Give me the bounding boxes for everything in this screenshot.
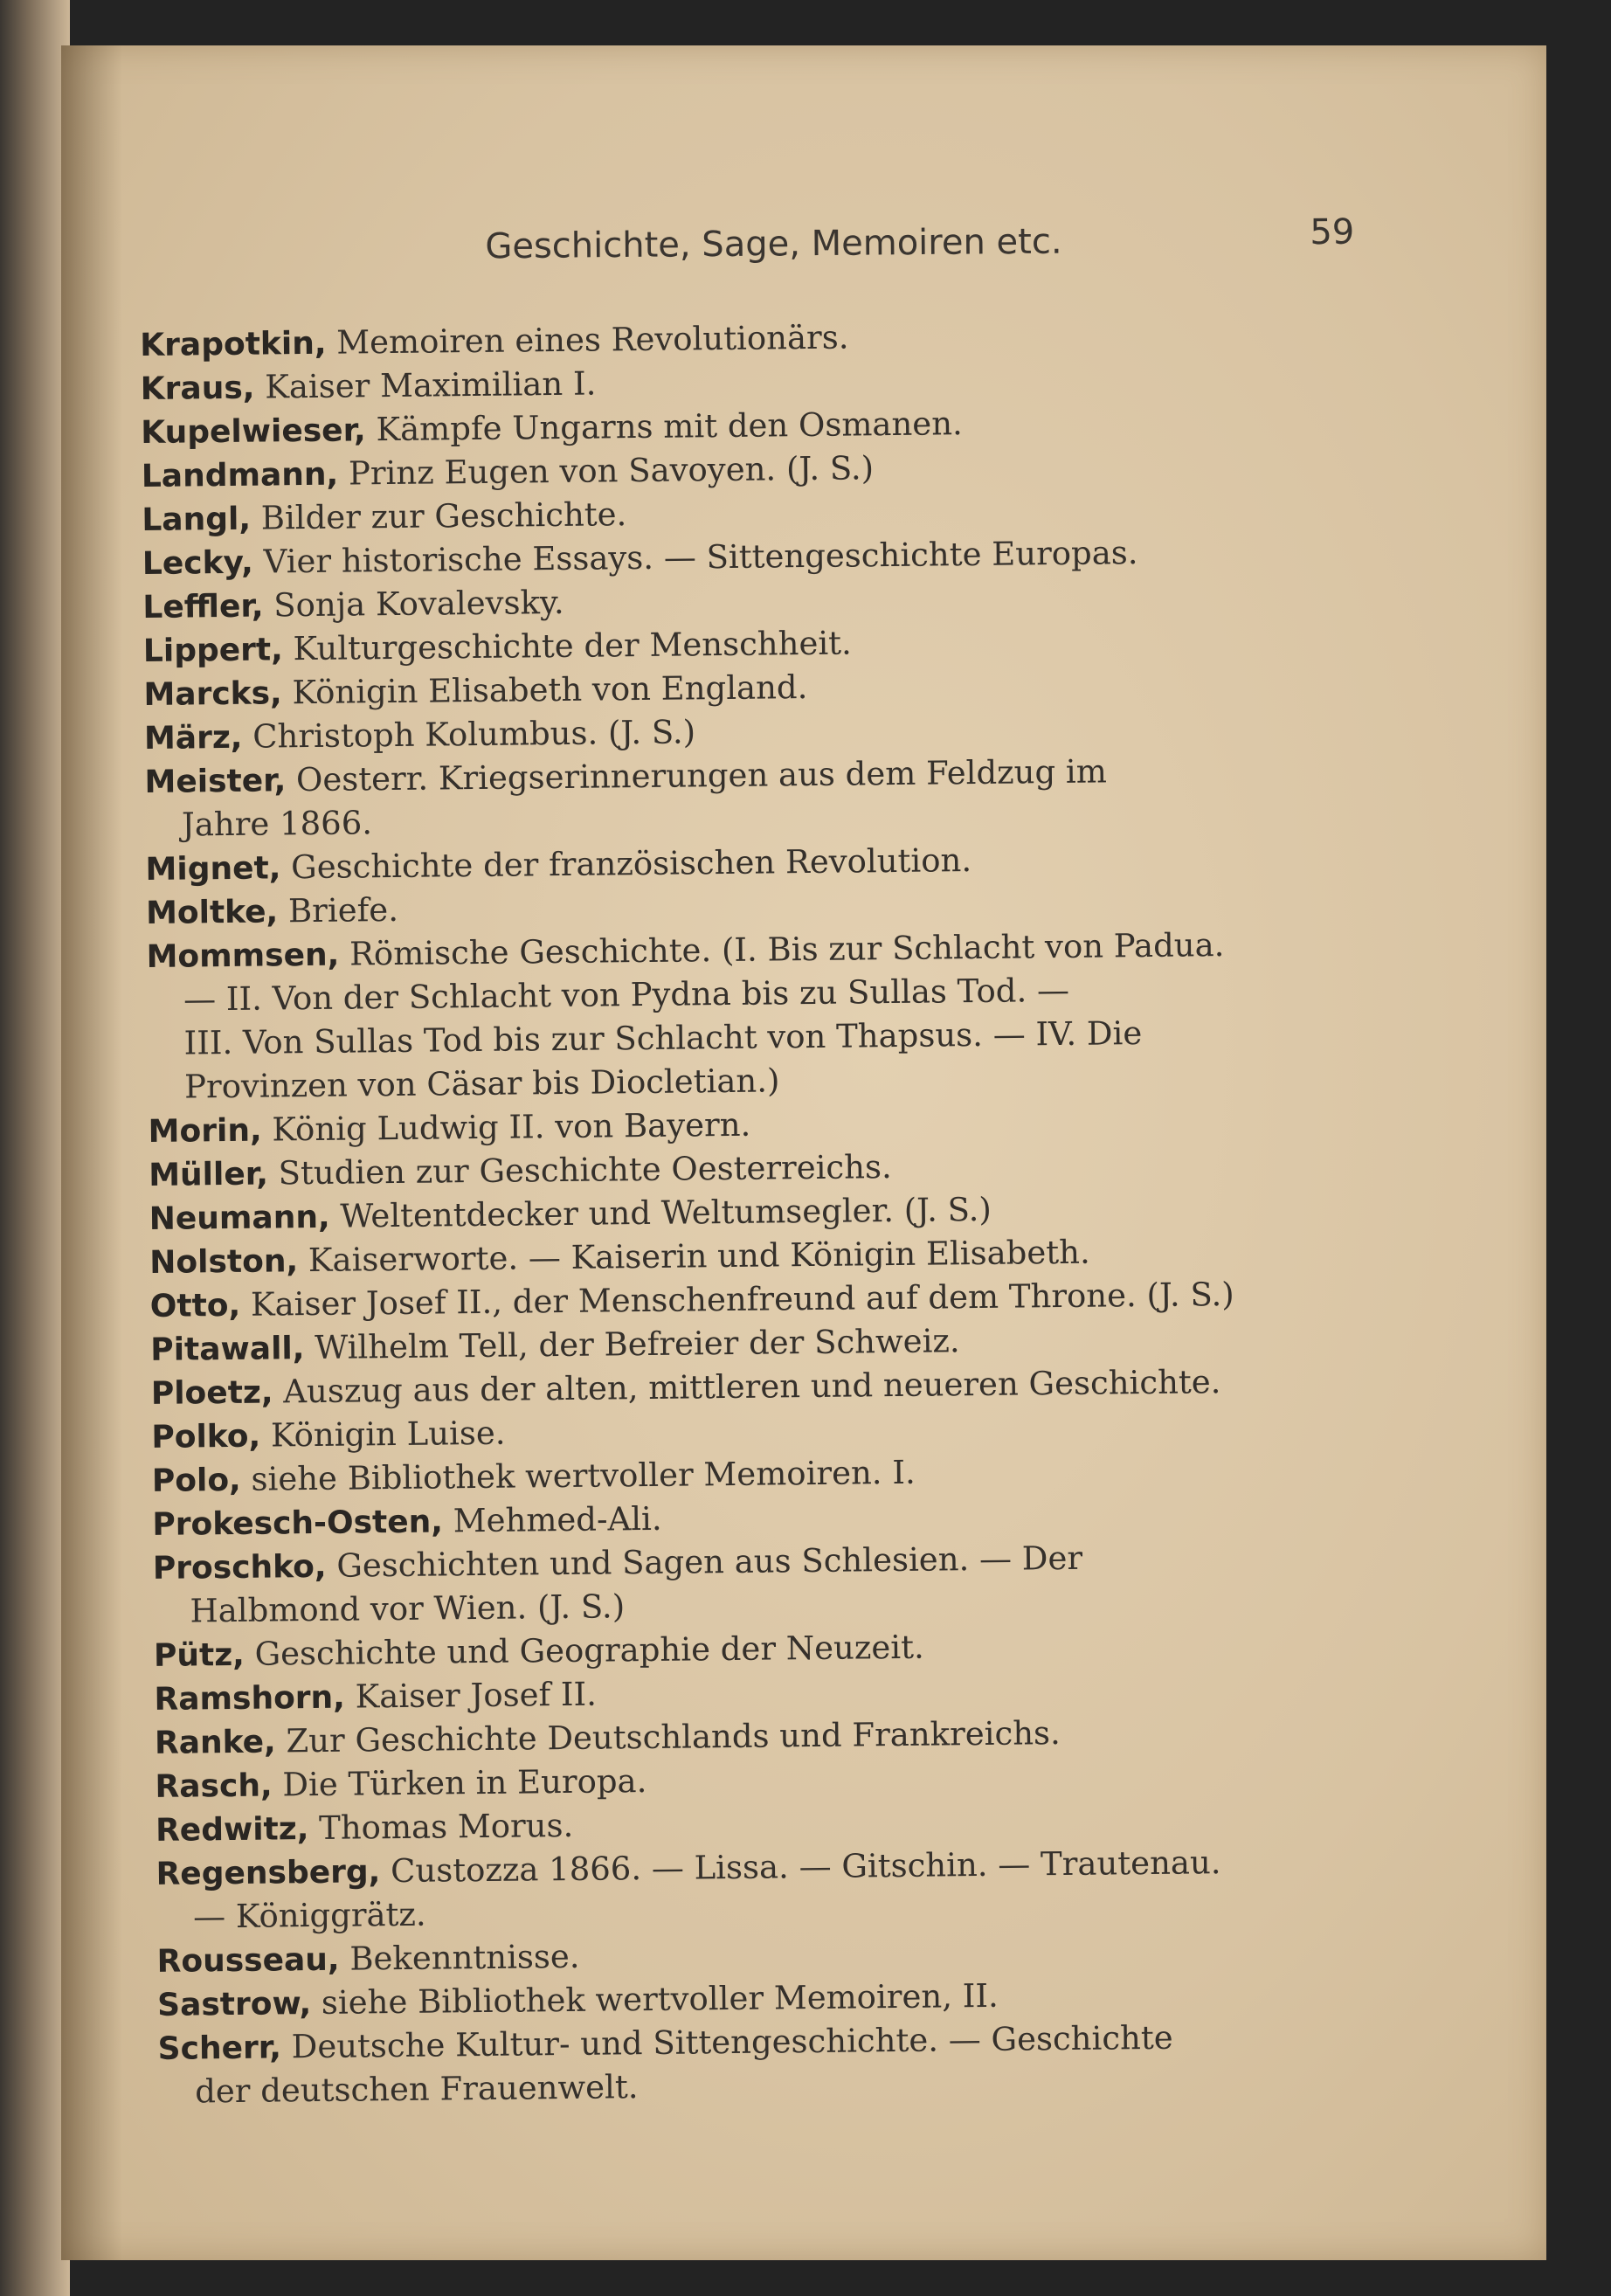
entry-title: der deutschen Frauenwelt. [194,2068,639,2111]
book-binding [0,0,70,2296]
entry-title: Königin Luise. [270,1414,506,1455]
entry-title: Zur Geschichte Deutschlands und Frankreichs. [286,1714,1061,1760]
entry-title: Kaiserworte. — Kaiserin und Königin Elisabeth. [308,1233,1090,1280]
book-page [61,45,1546,2260]
entry-title: Christoph Kolumbus. (J. S.) [252,713,696,756]
entry-author: Krapotkin, [140,325,327,363]
bibliography-entry [146,922,1371,1110]
bibliography-entry [153,1533,1377,1634]
entry-author: Kupelwieser, [141,412,366,451]
entry-title: Kulturgeschichte der Menschheit. [293,624,853,668]
entry-title: Prinz Eugen von Savoyen. (J. S.) [348,449,875,493]
bibliography-entry [157,2014,1381,2114]
entry-title: Weltentdecker und Weltumsegler. (J. S.) [340,1190,992,1235]
entry-author: Lecky, [142,544,254,582]
entry-title: Geschichte der französischen Revolution. [290,841,972,887]
entry-title: Römische Geschichte. (I. Bis zur Schlacht von Padua. [349,926,1225,973]
page-gutter-shadow [61,45,122,2260]
entry-title: König Ludwig II. von Bayern. [272,1105,751,1149]
entry-author: Leffler, [142,588,264,626]
entry-author: Kraus, [140,370,255,407]
running-title: Geschichte, Sage, Memoiren etc. [485,221,1062,267]
entry-title: Studien zur Geschichte Oesterreichs. [278,1148,892,1193]
entry-title: siehe Bibliothek wertvoller Memoiren, II. [321,1976,999,2022]
entry-title: Geschichten und Sagen aus Schlesien. — Der [336,1539,1083,1585]
entry-title: Kämpfe Ungarns mit den Osmanen. [376,405,964,449]
entry-title: Briefe. [287,890,399,930]
entry-title: Oesterr. Kriegserinnerungen aus dem Feldzug im [295,752,1108,799]
entry-title: Jahre 1866. [181,804,373,844]
entry-title: Königin Elisabeth von England. [292,668,808,712]
entry-title: Custozza 1866. — Lissa. — Gitschin. — Trautenau. [390,1843,1221,1891]
entry-title: Mehmed-Ali. [453,1499,662,1540]
entry-title: — Königgrätz. [192,1895,426,1936]
entry-author: Mignet, [145,850,281,888]
entry-author: Moltke, [145,894,279,931]
entry-author: Nolston, [149,1243,299,1281]
entry-title: Geschichte und Geographie der Neuzeit. [254,1628,924,1673]
entry-title: Deutsche Kultur- und Sittengeschichte. — Geschichte [291,2018,1173,2066]
entry-author: Landmann, [141,456,339,494]
entry-author: Neumann, [149,1199,330,1237]
entry-title: Wilhelm Tell, der Befreier der Schweiz. [314,1322,960,1366]
entry-author: Müller, [149,1156,269,1193]
entry-title: — II. Von der Schlacht von Pydna bis zu Sullas Tod. — [183,971,1070,1019]
entry-author: Polo, [151,1462,241,1499]
entry-title: Bekenntnisse. [349,1937,580,1978]
entry-author: Polko, [151,1418,261,1456]
entry-author: Meister, [144,763,287,800]
entry-title: Kaiser Maximilian I. [265,364,597,406]
entry-author: Pütz, [153,1636,245,1674]
entry-author: Regensberg, [156,1854,381,1892]
entry-author: Morin, [148,1112,262,1150]
entry-author: Scherr, [157,2030,282,2067]
entry-author: März, [143,719,243,757]
running-head [419,203,1372,273]
entry-title: Bilder zur Geschichte. [260,495,627,537]
entry-author: Redwitz, [155,1811,309,1849]
entry-author: Pitawall, [150,1331,305,1368]
entry-author: Prokesch-Osten, [152,1504,444,1543]
entry-author: Otto, [149,1287,241,1324]
entry-title: Halbmond vor Wien. (J. S.) [190,1587,626,1630]
entry-title: Provinzen von Cäsar bis Diocletian.) [183,1062,780,1106]
entry-author: Mommsen, [146,937,340,975]
entry-author: Langl, [142,501,252,538]
entry-title: Die Türken in Europa. [282,1762,647,1804]
entry-title: Kaiser Josef II. [355,1675,598,1716]
page-number: 59 [1310,211,1355,253]
entry-author: Marcks, [143,675,282,713]
entry-author: Rasch, [155,1767,273,1805]
bibliography-entry [144,747,1368,847]
entry-title: III. Von Sullas Tod bis zur Schlacht von Thapsus. — IV. Die [183,1014,1143,1062]
entry-title: Vier historische Essays. — Sittengeschichte Europas. [263,534,1138,581]
entry-title: Auszug aus der alten, mittleren und neueren Geschichte. [283,1363,1221,1411]
entry-author: Ranke, [154,1724,276,1761]
entry-title: siehe Bibliothek wertvoller Memoiren. I. [251,1453,916,1498]
bibliography-list [140,310,1381,2114]
entry-author: Lippert, [142,632,284,669]
entry-title: Memoiren eines Revolutionärs. [336,318,849,362]
entry-title: Sonja Kovalevsky. [273,583,564,625]
entry-title: Thomas Morus. [318,1806,574,1847]
bibliography-entry [156,1839,1379,1940]
entry-author: Rousseau, [156,1941,340,1980]
entry-author: Proschko, [152,1548,327,1587]
entry-title: Kaiser Josef II., der Menschenfreund auf dem Throne. (J. S.) [250,1275,1234,1324]
entry-author: Sastrow, [156,1986,312,2023]
entry-author: Ploetz, [150,1374,273,1412]
entry-author: Ramshorn, [154,1679,346,1718]
